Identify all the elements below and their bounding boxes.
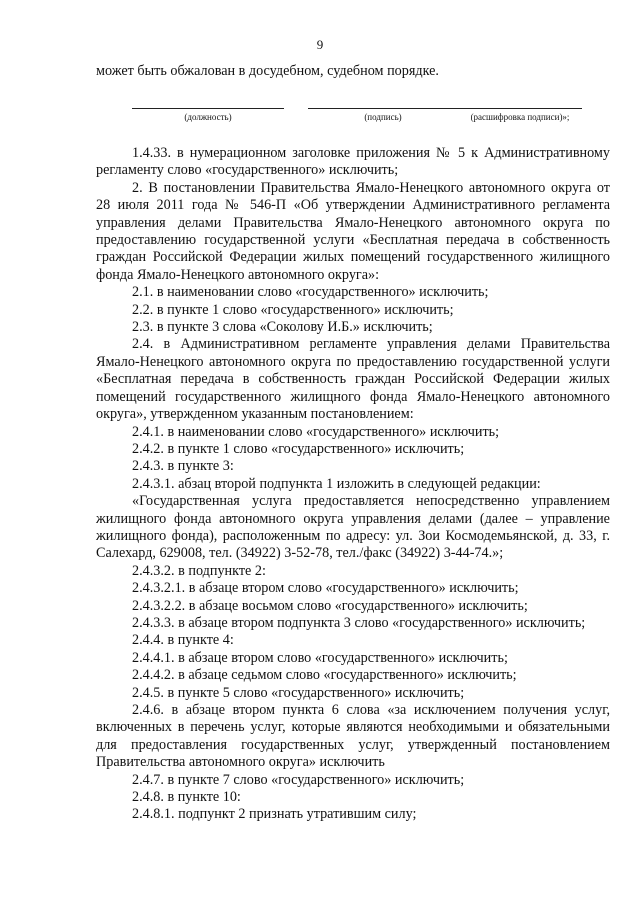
page-number: 9 <box>316 37 324 52</box>
signature-field-signature <box>308 108 458 128</box>
signature-line <box>308 108 458 109</box>
paragraph: 2.4.5. в пункте 5 слово «государственного» исключить; <box>132 684 465 701</box>
paragraph: 2.4.7. в пункте 7 слово «государственного» исключить; <box>132 771 465 788</box>
caption-position: (должность) <box>184 112 232 122</box>
caption-signature: (подпись) <box>364 112 402 122</box>
paragraph: 2.4.3.1. абзац второй подпункта 1 изложить в следующей редакции: <box>132 475 541 492</box>
paragraph: «Государственная услуга предоставляется непосредственно управлением жилищного фонда автономного округа управления делами (далее – управление жилищного фонда), расположенным по адресу: ул. Зои Космодемьянской, д. 33, г. Салехард, 629008, тел. (34922) 3-52-78, тел./факс (34922) 3-44-74.»; <box>96 493 610 562</box>
paragraph: 2.3. в пункте 3 слова «Соколову И.Б.» исключить; <box>132 319 433 336</box>
paragraph: 2.4.4. в пункте 4: <box>132 632 234 649</box>
paragraph: 2.4.3.2. в подпункте 2: <box>132 562 266 579</box>
paragraph: 2.1. в наименовании слово «государственного» исключить; <box>132 284 489 301</box>
caption-decoding: (расшифровка подписи)»; <box>470 112 570 122</box>
signature-line <box>132 108 284 109</box>
paragraph: 2.4.3.2.1. в абзаце втором слово «государственного» исключить; <box>132 580 519 597</box>
paragraph: 2.4.2. в пункте 1 слово «государственного» исключить; <box>132 440 465 457</box>
paragraph: 2. В постановлении Правительства Ямало-Ненецкого автономного округа от 28 июля 2011 года № 546-П «Об утверждении Административного регламента управления делами Правительства Ямало-Ненецкого автономного округа по предоставлению государственной услуги «Бесплатная передача в собственность граждан Российской Федерации жилых помещений государственного жилищного фонда Ямало-Ненецкого автономного округа»: <box>96 179 610 283</box>
paragraph: 2.4.3.3. в абзаце втором подпункта 3 слово «государственного» исключить; <box>132 614 586 631</box>
paragraph: 2.4.3.2.2. в абзаце восьмом слово «государственного» исключить; <box>132 597 528 614</box>
document-body <box>96 145 610 824</box>
paragraph: 2.4.6. в абзаце втором пункта 6 слова «за исключением получения услуг, включенных в перечень услуг, которые являются необходимыми и обязательными для предоставления государственных услуг, утвержденный постановлением Правительства автономного округа» исключить <box>96 702 610 771</box>
paragraph: 2.4.3. в пункте 3: <box>132 458 234 475</box>
paragraph: 2.4. в Административном регламенте управления делами Правительства Ямало-Ненецкого автономного округа по предоставлению государственной услуги «Бесплатная передача в собственность граждан Российской Федерации жилых помещений государственного жилищного фонда Ямало-Ненецкого автономного округа», утвержденном указанным постановлением: <box>96 336 610 423</box>
paragraph: 2.4.4.1. в абзаце втором слово «государственного» исключить; <box>132 649 508 666</box>
paragraph: 2.2. в пункте 1 слово «государственного» исключить; <box>132 301 454 318</box>
signature-field-decoding <box>458 108 582 128</box>
paragraph: 2.4.8.1. подпункт 2 признать утратившим силу; <box>132 806 417 823</box>
intro-line: может быть обжалован в досудебном, судебном порядке. <box>96 63 439 79</box>
paragraph: 1.4.33. в нумерационном заголовке приложения № 5 к Административному регламенту слово «государственного» исключить; <box>96 145 610 179</box>
signature-field-position <box>132 108 284 128</box>
paragraph: 2.4.4.2. в абзаце седьмом слово «государственного» исключить; <box>132 667 517 684</box>
paragraph: 2.4.1. в наименовании слово «государственного» исключить; <box>132 423 500 440</box>
signature-line <box>458 108 582 109</box>
paragraph: 2.4.8. в пункте 10: <box>132 789 241 806</box>
